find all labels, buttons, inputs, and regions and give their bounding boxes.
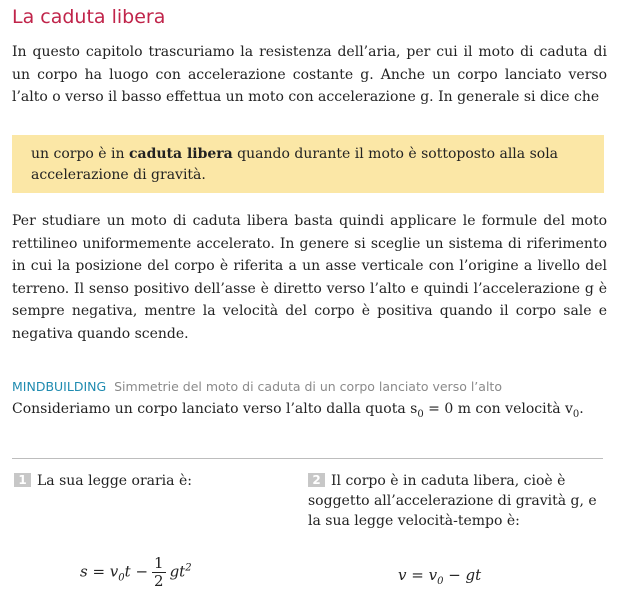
section-title: La caduta libera [12,6,166,28]
step-text: La sua legge oraria è: [37,473,192,489]
f2-sub: 0 [437,576,444,587]
mb-text-c: . [579,401,584,417]
step-2 [308,471,608,531]
fraction-den: 2 [154,572,164,590]
f1-left: s = v [80,562,119,581]
step-text: Il corpo è in caduta libera, cioè è soggetto all’accelerazione di gravità g, e la sua legge velocità-tempo è: [308,473,597,529]
fraction [152,555,166,590]
mindbuilding-text [12,398,607,426]
mindbuilding-label: MINDBUILDING [12,379,107,394]
fraction-num: 1 [154,554,164,572]
definition-text [31,144,591,186]
mb-text-a: Consideriamo un corpo lanciato verso l’alto dalla quota s [12,401,418,417]
divider [12,458,603,459]
intro-paragraph: In questo capitolo trascuriamo la resistenza dell’aria, per cui il moto di caduta di un corpo ha luogo con accelerazione costante g. Anche un corpo lanciato verso l’alto o verso il basso effettua un moto con accelerazione g. In generale si dice che [12,44,607,105]
step-number: 2 [308,473,325,487]
method-paragraph: Per studiare un moto di caduta libera basta quindi applicare le formule del moto rettilineo uniformemente accelerato. In genere si sceglie un sistema di riferimento in cui la posizione del corpo è riferita a un asse verticale con l’origine a livello del terreno. Il senso positivo dell’asse è diretto verso l’alto e quindi l’accelerazione g è sempre negativa, mentre la velocità del corpo è positiva quando il corpo sale e negativa quando scende. [12,213,607,342]
f2-left: v = v [398,566,438,584]
f2-right: − gt [443,566,482,584]
definition-after: quando durante il moto è sottoposto alla sola accelerazione di gravità. [31,146,559,183]
definition-box [12,135,604,193]
formula-position [80,555,192,590]
f1-sup: 2 [185,562,192,574]
mb-sub-2: 0 [572,408,580,420]
f1-right: gt [169,562,186,581]
mb-sub-1: 0 [417,408,424,420]
mindbuilding-header [12,379,502,394]
formula-velocity [398,566,481,587]
definition-term: caduta libera [128,146,233,162]
f1-sub: 0 [118,572,125,584]
mindbuilding-subtitle: Simmetrie del moto di caduta di un corpo lanciato verso l’alto [114,379,502,394]
mb-text-b: = 0 m con velocità v [423,401,573,417]
f1-mid: t − [124,562,149,581]
definition-before: un corpo è in [31,146,129,162]
step-1 [14,471,284,491]
step-number: 1 [14,473,31,487]
